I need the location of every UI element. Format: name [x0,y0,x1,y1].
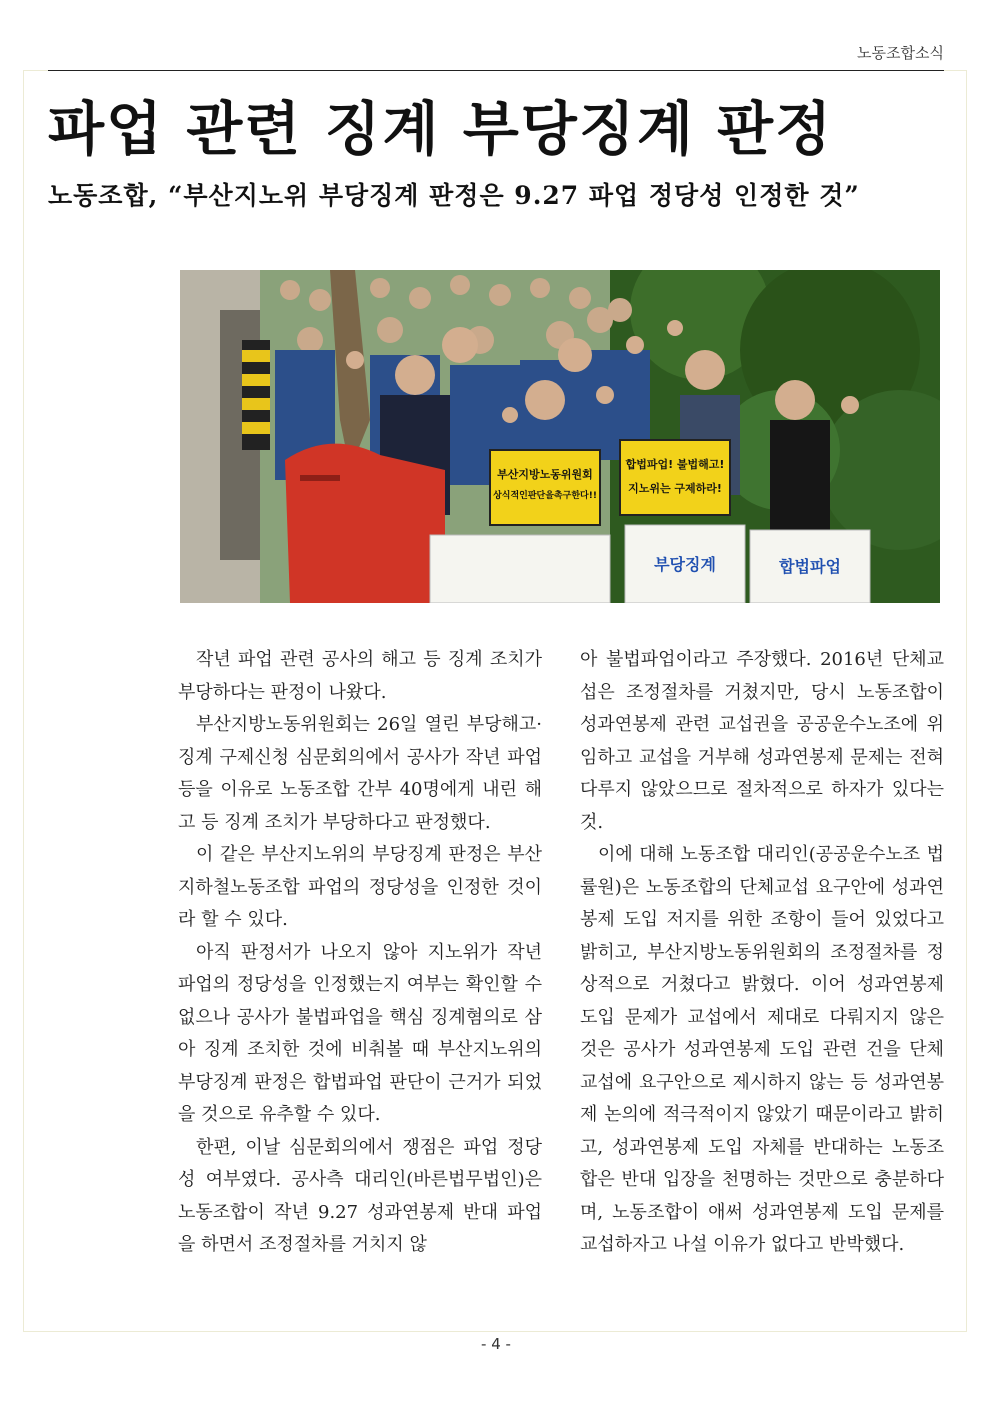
sign-right-line1: 합법파업! 불법해고! [625,458,725,471]
sign-right-line2: 지노위는 구제하라! [628,482,722,495]
paragraph: 이에 대해 노동조합 대리인(공공운수노조 법률원)은 노동조합의 단체교섭 요구안에 성과연봉제 도입 저지를 위한 조항이 들어 있었다고 밝히고, 부산지방노동위원회의 조정절차를 정상적으로 거쳤다고 밝혔다. 이어 성과연봉제 도입 문제가 교섭에서 제대로 다뤄지지 않은 것은 공사가 성과연봉제 도입 관련 건을 단체교섭에 요구안으로 제시하지 않는 등 성과연봉제 논의에 적극적이지 않았기 때문이라고 밝히고, 성과연봉제 도입 자체를 반대하는 노동조합은 반대 입장을 천명하는 것만으로 충분하다며, 노동조합이 애써 성과연봉제 도입 문제를 교섭하자고 나설 이유가 없다고 반박했다. [580,844,944,1255]
page-number: - 4 - [481,1335,511,1353]
paragraph: 부산지방노동위원회는 26일 열린 부당해고·징계 구제신청 심문회의에서 공사가 작년 파업 등을 이유로 노동조합 간부 40명에게 내린 해고 등 징계 조치가 부당하다고 판정했다. [178,714,542,833]
article-subtitle: 노동조합, “부산지노위 부당징계 판정은 9.27 파업 정당성 인정한 것” [48,181,860,210]
article-title: 파업 관련 징계 부당징계 판정 [48,95,834,163]
paragraph-continuation: 아 불법파업이라고 주장했다. 2016년 단체교섭은 조정절차를 거쳤지만, 당시 노동조합이 성과연봉제 관련 교섭권을 공공운수노조에 위임하고 교섭을 거부해 성과연봉제 문제는 전혀 다루지 않았으므로 절차적으로 하자가 있다는 것. [580,649,944,833]
paragraph: 아직 판정서가 나오지 않아 지노위가 작년 파업의 정당성을 인정했는지 여부는 확인할 수 없으나 공사가 불법파업을 핵심 징계혐의로 삼아 징계 조치한 것에 비춰볼 때 부산지노위의 부당징계 판정은 합법파업 판단이 근거가 되었을 것으로 유추할 수 있다. [178,941,542,1125]
article-body-right-column [580,644,944,1262]
protest-photo [180,270,940,603]
sign-left-line2: 상식적인판단을촉구한다!! [493,491,597,501]
paragraph: 한편, 이날 심문회의에서 쟁점은 파업 정당성 여부였다. 공사측 대리인(바른법무법인)은 노동조합이 작년 9.27 성과연봉제 반대 파업을 하면서 조정절차를 거치지 않 [178,1136,542,1255]
article-body-left-column [178,644,542,1262]
section-label: 노동조합소식 [857,44,944,62]
header-divider [48,70,944,71]
low-sign-1: 부당징계 [654,555,716,574]
sign-left-line1: 부산지방노동위원회 [497,468,593,481]
paragraph: 작년 파업 관련 공사의 해고 등 징계 조치가 부당하다는 판정이 나왔다. [178,649,542,703]
low-sign-2: 합법파업 [779,557,841,576]
paragraph: 이 같은 부산지노위의 부당징계 판정은 부산지하철노동조합 파업의 정당성을 인정한 것이라 할 수 있다. [178,844,542,930]
